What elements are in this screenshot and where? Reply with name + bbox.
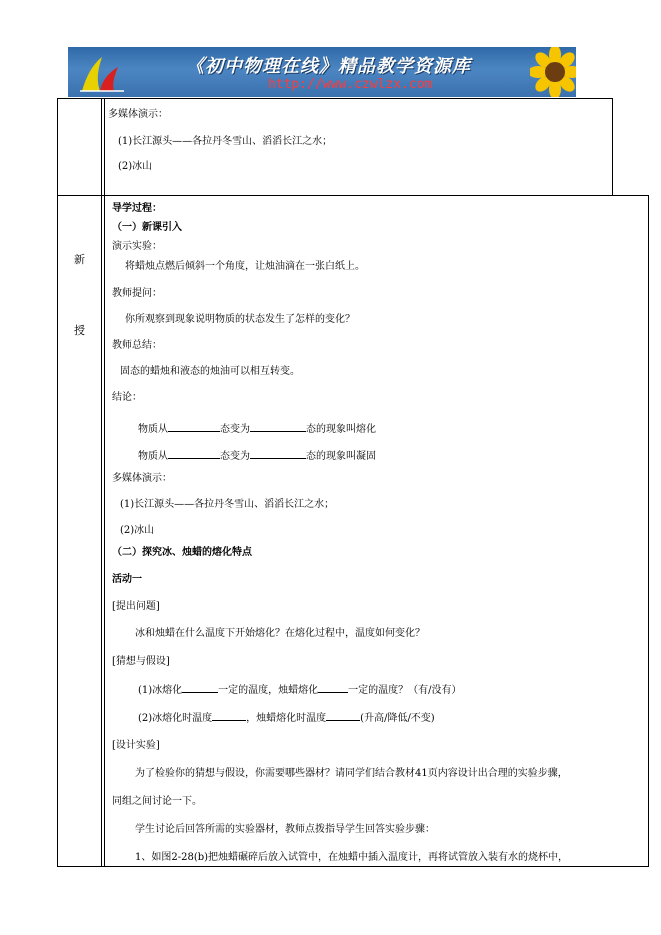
conclusion-melting-part-a: 物质从 [138, 424, 168, 435]
table-column-divider [101, 98, 102, 867]
raise-question-label: [提出问题] [112, 601, 160, 612]
blank-field[interactable] [168, 421, 220, 432]
hypothesis-1 [138, 682, 462, 697]
hypothesis-2-part-c: (升高/降低/不变) [360, 713, 435, 724]
raise-question-text: 冰和烛蜡在什么温度下开始熔化？在熔化过程中，温度如何变化？ [135, 628, 425, 639]
hypothesis-2-part-a: (2)冰熔化时温度 [138, 713, 213, 724]
activity-heading: 活动一 [112, 574, 142, 585]
blank-field[interactable] [250, 448, 306, 459]
teacher-question-text: 你所观察到现象说明物质的状态发生了怎样的变化？ [125, 314, 355, 325]
table-border-right-main [648, 195, 649, 867]
banner-title: 《初中物理在线》精品教学资源库 [186, 56, 471, 77]
conclusion-melting-part-b: 态变为 [220, 424, 250, 435]
table-column-divider-inner [104, 98, 105, 867]
design-experiment-text-cont: 同组之间讨论一下。 [112, 796, 202, 807]
multimedia-item-1: (1)长江源头——各拉丹冬雪山、滔滔长江之水； [120, 499, 335, 510]
side-label-char-2: 授 [74, 324, 85, 337]
hypothesis-1-part-c: 一定的温度？（有/没有） [348, 685, 462, 696]
multimedia-label: 多媒体演示： [112, 473, 172, 484]
teacher-question-label: 教师提问： [112, 288, 162, 299]
conclusion-solidifying-part-a: 物质从 [138, 451, 168, 462]
conclusion-solidifying-part-c: 态的现象叫凝固 [306, 451, 376, 462]
conclusion-label: 结论： [112, 392, 142, 403]
top-item-2: (2)冰山 [118, 161, 153, 172]
blank-field[interactable] [318, 682, 348, 693]
section-1-heading: （一）新课引入 [112, 222, 182, 233]
conclusion-melting [138, 421, 376, 436]
banner-url[interactable]: http://www.czwlzx.com [268, 77, 433, 92]
top-heading: 多媒体演示： [108, 109, 168, 120]
hypothesis-2 [138, 710, 435, 725]
header-banner [68, 47, 576, 97]
table-border-bottom [57, 866, 649, 867]
design-experiment-text: 为了检验你的猜想与假设，你需要哪些器材？请同学们结合教材41页内容设计出合理的实验步骤， [135, 768, 568, 779]
demo-text: 将蜡烛点燃后倾斜一个角度，让烛油滴在一张白纸上。 [125, 261, 365, 272]
hypothesis-2-part-b: ，烛蜡熔化时温度 [246, 713, 327, 724]
conclusion-solidifying-part-b: 态变为 [220, 451, 250, 462]
table-border-top [57, 98, 612, 99]
multimedia-item-2: (2)冰山 [120, 525, 155, 536]
conclusion-melting-part-c: 态的现象叫熔化 [306, 424, 376, 435]
hypothesis-1-part-a: (1)冰熔化 [138, 685, 183, 696]
demo-label: 演示实验： [112, 241, 162, 252]
blank-field[interactable] [182, 682, 218, 693]
top-item-1: (1)长江源头——各拉丹冬雪山、滔滔长江之水； [118, 136, 333, 147]
side-label-char-1: 新 [74, 253, 85, 266]
blank-field[interactable] [168, 448, 220, 459]
blank-field[interactable] [326, 710, 360, 721]
blank-field[interactable] [250, 421, 306, 432]
teacher-summary-label: 教师总结： [112, 340, 162, 351]
hypothesis-1-part-b: 一定的温度，烛蜡熔化 [218, 685, 319, 696]
sunflower-icon [530, 47, 576, 97]
table-row-divider [57, 195, 649, 196]
conclusion-solidifying [138, 448, 376, 463]
teacher-summary-text: 固态的蜡烛和液态的烛油可以相互转变。 [120, 366, 300, 377]
guide-heading: 导学过程： [112, 203, 162, 214]
student-discussion-text: 学生讨论后回答所需的实验器材，教师点拨指导学生回答实验步骤： [135, 824, 435, 835]
hypothesis-label: [猜想与假设] [112, 656, 170, 667]
section-2-heading: （二）探究冰、烛蜡的熔化特点 [112, 547, 252, 558]
step-1-text: 1、如图2-28(b)把烛蜡碾碎后放入试管中，在烛蜡中插入温度计，再将试管放入装有水的烧杯中， [135, 852, 569, 863]
logo-icon [76, 51, 128, 95]
design-experiment-label: [设计实验] [112, 740, 160, 751]
table-border-right-top [612, 98, 613, 196]
blank-field[interactable] [212, 710, 246, 721]
table-border-left [57, 98, 58, 867]
